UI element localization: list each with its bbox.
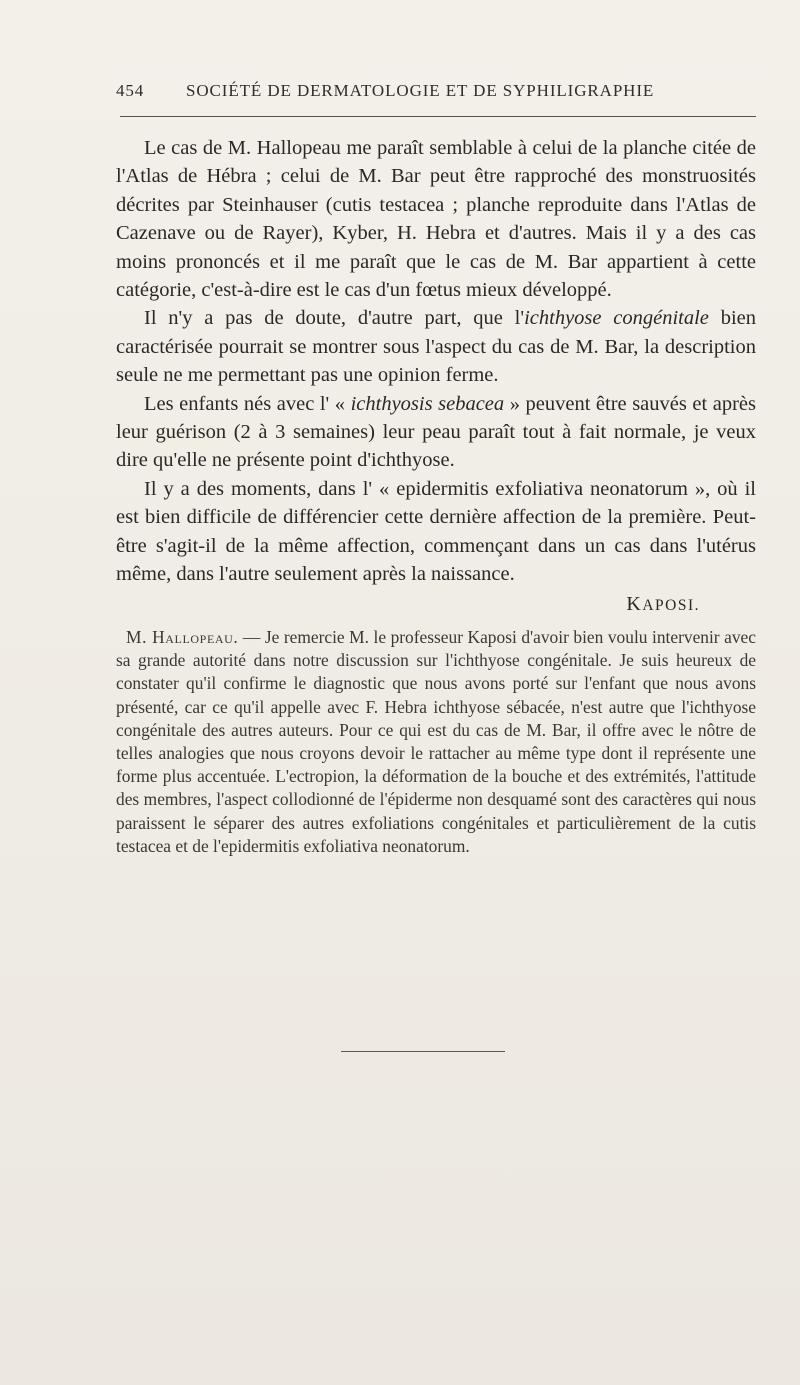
paragraph-3	[116, 390, 756, 475]
paragraph-2-emphasis: ichthyose congénitale	[524, 307, 709, 330]
page-number: 454	[116, 81, 145, 100]
reply-dash: —	[238, 627, 265, 647]
kaposi-statement	[116, 134, 756, 621]
header-rule	[120, 116, 756, 117]
signature	[116, 589, 756, 621]
running-title: SOCIÉTÉ DE DERMATOLOGIE ET DE SYPHILIGRAPHIE	[186, 81, 655, 100]
section-end-rule	[341, 1051, 505, 1052]
reply-speaker: M. Hallopeau.	[126, 627, 239, 647]
page-header	[116, 81, 700, 105]
signature-rest: APOSI.	[642, 596, 700, 614]
hallopeau-reply	[116, 626, 756, 858]
paragraph-3-start: Les enfants nés avec l' «	[144, 392, 351, 415]
reply-paragraph	[116, 626, 756, 858]
paragraph-4: Il y a des moments, dans l' « epidermitis exfoliativa neonatorum », où il est bien difficile de différencier cette dernière affection de la première. Peut-être s'agit-il de la même affection, commençant dans un cas dans l'utérus même, dans l'autre seulement après la naissance.	[116, 477, 756, 586]
paragraph-3-emphasis: ichthyosis sebacea	[350, 392, 505, 415]
paragraph-2-start: Il n'y a pas de doute, d'autre part, que l'	[144, 307, 525, 330]
reply-text: Je remercie M. le professeur Kaposi d'avoir bien voulu intervenir avec sa grande autorité dans notre discussion sur l'ichthyose congénitale. Je suis heureux de constater qu'il confirme le diagnostic que nous avons porté sur l'enfant que nous avons présenté, car ce qu'il appelle avec F. Hebra ichthyose sébacée, n'est autre que l'ichthyose congénitale des autres auteurs. Pour ce qui est du cas de M. Bar, il offre avec le nôtre de telles analogies que nous croyons devoir le rattacher au même type dont il représente une forme plus accentuée. L'ectropion, la déformation de la bouche et des extrémités, l'attitude des membres, l'aspect collodionné de l'épiderme non desquamé sont des caractères qui nous paraissent le séparer des autres exfoliations congénitales et particulièrement de la cutis testacea et de l'epidermitis exfoliativa neonatorum.	[116, 627, 756, 856]
paragraph-3-end: » peuvent être sauvés et après leur guérison (2 à 3 semaines) leur peau paraît tout à fait normale, je veux dire qu'elle ne présente point d'ichthyose.	[116, 392, 756, 472]
paragraph-2	[116, 304, 756, 389]
paragraph-2-end: bien caractérisée pourrait se montrer sous l'aspect du cas de M. Bar, la description seule ne me permettant pas une opinion ferme.	[116, 307, 756, 387]
signature-initial: K	[626, 592, 643, 615]
paragraph-1: Le cas de M. Hallopeau me paraît semblable à celui de la planche citée de l'Atlas de Hébra ; celui de M. Bar peut être rapproché des monstruosités décrites par Steinhauser (cutis testacea ; planche reproduite dans l'Atlas de Cazenave ou de Rayer), Kyber, H. Hebra et d'autres. Mais il y a des cas moins prononcés et il me paraît que le cas de M. Bar appartient à cette catégorie, c'est-à-dire est le cas d'un fœtus mieux développé.	[116, 137, 756, 302]
